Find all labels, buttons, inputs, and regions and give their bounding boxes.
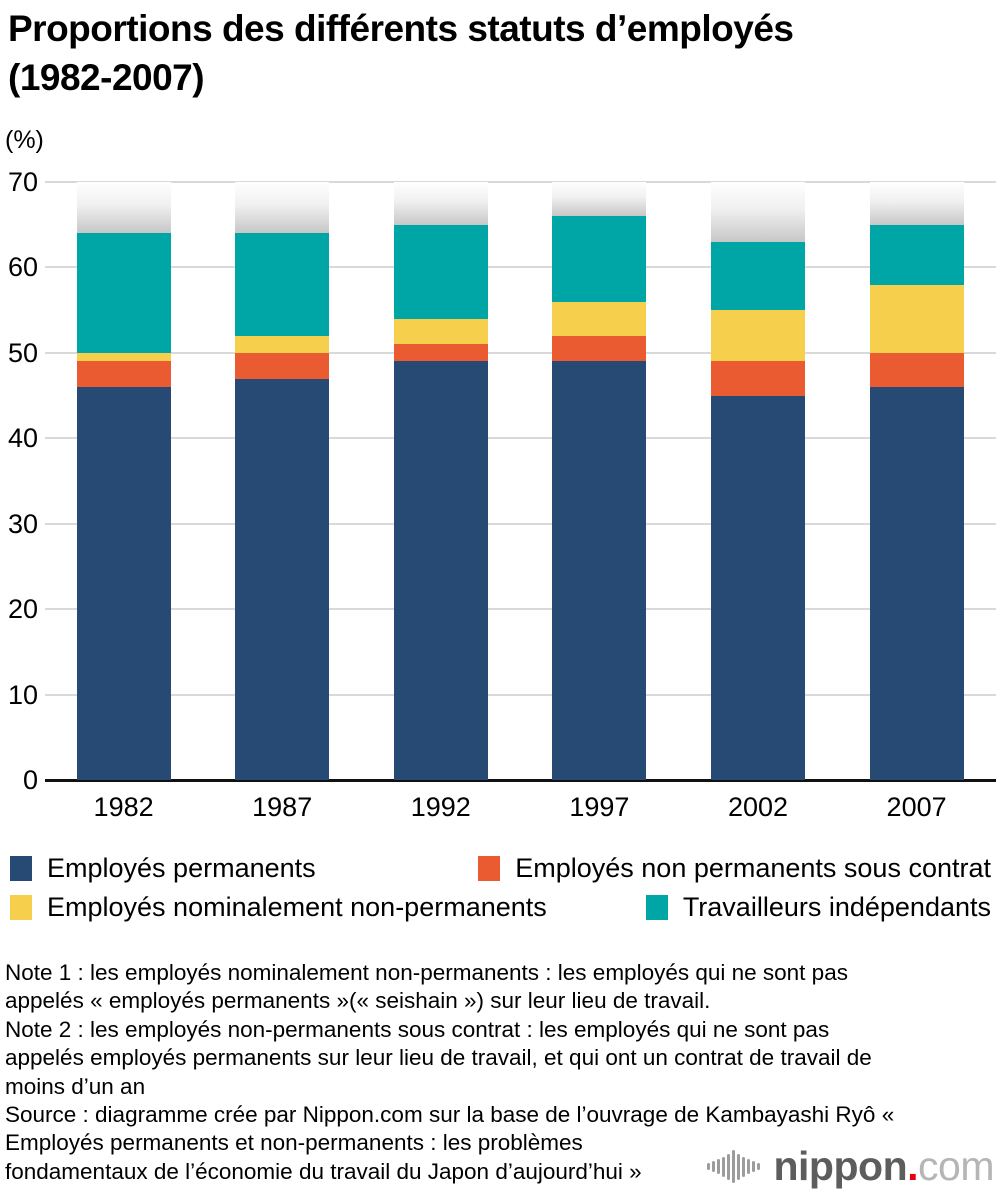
x-axis-line <box>45 779 996 782</box>
logo-red-dot: . <box>907 1143 919 1189</box>
y-tick-label-20: 20 <box>7 594 38 625</box>
bar-segment-2002-employes-nominalement-non-permanents <box>711 310 805 361</box>
chart-title-line1: Proportions des différents statuts d’employés <box>8 8 794 49</box>
bar-segment-1987-employes-non-permanents-sous-contrat <box>235 353 329 379</box>
logo-icon-bar-6 <box>732 1150 735 1183</box>
logo-icon-bar-2 <box>712 1161 715 1172</box>
legend-row-2 <box>10 892 991 923</box>
bar-segment-2002-employes-non-permanents-sous-contrat <box>711 361 805 395</box>
logo-icon-bar-3 <box>717 1159 720 1174</box>
bar-segment-1982-employes-permanents <box>77 387 171 780</box>
bar-1992 <box>394 182 488 780</box>
gridline-40 <box>45 437 996 439</box>
note-line-3: Note 2 : les employés non-permanents sous contrat : les employés qui ne sont pas <box>5 1016 830 1042</box>
bar-segment-1992-employes-permanents <box>394 361 488 780</box>
note-line-7: Employés permanents et non-permanents : les problèmes <box>5 1130 583 1156</box>
bar-segment-1997-employes-permanents <box>552 361 646 780</box>
bar-overflow-fade-2007 <box>870 182 964 225</box>
bar-segment-1982-employes-non-permanents-sous-contrat <box>77 361 171 387</box>
x-tick-label-1982: 1982 <box>93 792 154 822</box>
legend-row-1 <box>10 853 991 884</box>
bar-overflow-fade-1992 <box>394 182 488 225</box>
plot-area <box>7 167 996 822</box>
logo-text-nippon: nippon <box>773 1143 908 1189</box>
y-tick-label-0: 0 <box>22 765 38 795</box>
bar-1997 <box>552 182 646 780</box>
y-tick-label-60: 60 <box>7 252 38 283</box>
note-line-8: fondamentaux de l’économie du travail du Japon d’aujourd’hui » <box>5 1158 642 1184</box>
bar-segment-2007-employes-non-permanents-sous-contrat <box>870 353 964 387</box>
x-tick-label-1997: 1997 <box>569 792 630 822</box>
bar-segment-2007-employes-permanents <box>870 387 964 780</box>
bar-2002 <box>711 182 805 780</box>
legend-item-travailleurs-independants <box>646 892 991 923</box>
bar-segment-1997-employes-non-permanents-sous-contrat <box>552 336 646 362</box>
bar-segment-1982-employes-nominalement-non-permanents <box>77 353 171 362</box>
legend-label-travailleurs-independants: Travailleurs indépendants <box>682 892 991 922</box>
logo-icon-bar-5 <box>727 1154 730 1180</box>
note-line-1: Note 1 : les employés nominalement non-permanents : les employés qui ne sont pas <box>5 960 848 985</box>
note-line-4: appelés employés permanents sur leur lieu de travail, et qui ont un contrat de travail de <box>5 1045 872 1071</box>
legend-label-employes-permanents: Employés permanents <box>47 853 316 883</box>
logo-text-com: com <box>918 1143 994 1189</box>
nippon-logo-icon <box>707 1150 762 1183</box>
logo-icon-bar-9 <box>747 1159 750 1174</box>
logo-icon-bar-8 <box>742 1157 745 1177</box>
bar-1987 <box>235 182 329 780</box>
x-tick-label-1992: 1992 <box>410 792 471 822</box>
legend-swatch-employes-permanents <box>10 856 32 881</box>
legend-swatch-travailleurs-independants <box>646 895 668 920</box>
bar-overflow-fade-1987 <box>235 182 329 233</box>
legend-item-employes-permanents <box>10 853 316 884</box>
gridline-60 <box>45 266 996 268</box>
bar-2007 <box>870 182 964 780</box>
x-tick-label-1987: 1987 <box>252 792 313 822</box>
logo-icon-bar-1 <box>707 1163 710 1170</box>
bar-segment-2002-employes-permanents <box>711 396 805 780</box>
bar-segment-2007-employes-nominalement-non-permanents <box>870 285 964 353</box>
gridline-20 <box>45 608 996 610</box>
gridline-30 <box>45 523 996 525</box>
bar-segment-2007-travailleurs-independants <box>870 225 964 285</box>
chart-title <box>8 4 793 102</box>
bar-segment-1997-travailleurs-independants <box>552 216 646 301</box>
note-line-2: appelés « employés permanents »(« seishain ») sur leur lieu de travail. <box>5 988 711 1014</box>
y-tick-label-40: 40 <box>7 423 38 454</box>
bar-segment-1987-employes-nominalement-non-permanents <box>235 336 329 353</box>
legend-swatch-employes-non-permanents-sous-contrat <box>478 856 500 881</box>
bar-overflow-fade-1982 <box>77 182 171 233</box>
bar-segment-1997-employes-nominalement-non-permanents <box>552 302 646 336</box>
note-line-6: Source : diagramme crée par Nippon.com sur la base de l’ouvrage de Kambayashi Ryô « <box>5 1102 895 1128</box>
chart-title-line2: (1982-2007) <box>8 57 205 98</box>
logo-icon-bar-7 <box>737 1154 740 1180</box>
bar-1982 <box>77 182 171 780</box>
gridline-50 <box>45 352 996 354</box>
bar-segment-1992-employes-nominalement-non-permanents <box>394 319 488 345</box>
gridline-10 <box>45 694 996 696</box>
x-tick-label-2007: 2007 <box>886 792 947 822</box>
bar-segment-1987-employes-permanents <box>235 379 329 781</box>
bar-segment-2002-travailleurs-independants <box>711 242 805 310</box>
bar-segment-1992-employes-non-permanents-sous-contrat <box>394 344 488 361</box>
y-tick-label-10: 10 <box>7 679 38 710</box>
legend-item-employes-nominalement-non-permanents <box>10 892 547 923</box>
legend-label-employes-nominalement-non-permanents: Employés nominalement non-permanents <box>47 892 547 922</box>
bar-overflow-fade-1997 <box>552 182 646 216</box>
legend-item-employes-non-permanents-sous-contrat <box>478 853 991 884</box>
gridline-70 <box>45 181 996 183</box>
y-axis-unit-label: (%) <box>5 126 44 154</box>
nippon-logo <box>707 1143 995 1190</box>
y-tick-label-30: 30 <box>7 508 38 539</box>
bar-segment-1992-travailleurs-independants <box>394 225 488 319</box>
x-tick-label-2002: 2002 <box>727 792 789 822</box>
bar-segment-1987-travailleurs-independants <box>235 233 329 336</box>
legend <box>10 853 991 931</box>
nippon-logo-text <box>774 1143 995 1190</box>
note-line-5: moins d’un an <box>5 1073 146 1099</box>
logo-icon-bar-11 <box>757 1163 760 1170</box>
legend-label-employes-non-permanents-sous-contrat: Employés non permanents sous contrat <box>515 853 991 883</box>
y-tick-label-50: 50 <box>7 337 38 368</box>
bar-segment-1982-travailleurs-independants <box>77 233 171 353</box>
logo-icon-bar-10 <box>752 1161 755 1172</box>
logo-icon-bar-4 <box>722 1157 725 1177</box>
bar-overflow-fade-2002 <box>711 182 805 242</box>
legend-swatch-employes-nominalement-non-permanents <box>10 895 32 920</box>
y-tick-label-70: 70 <box>7 167 38 197</box>
